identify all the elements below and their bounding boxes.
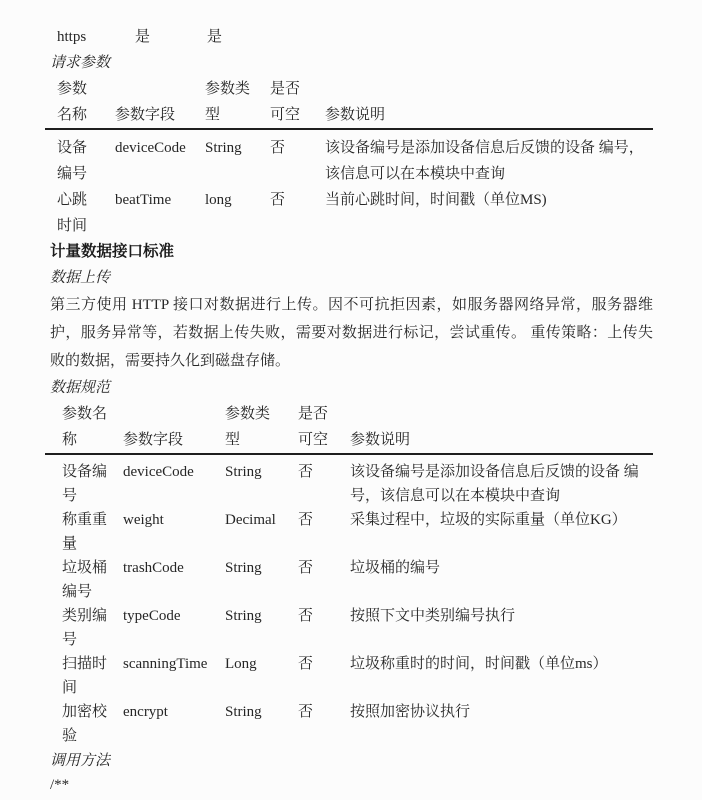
protocol-cell: https <box>57 29 87 45</box>
param-type-cell: String <box>225 608 262 624</box>
param-field-cell: trashCode <box>123 560 184 576</box>
param-field-cell: encrypt <box>123 704 168 720</box>
table-row <box>45 508 653 556</box>
param-type-cell: String <box>225 560 262 576</box>
protocol-yes-cell-1: 是 <box>135 29 151 45</box>
header-param-field: 参数字段 <box>123 401 225 454</box>
table-row <box>45 700 653 748</box>
header-param-field: 参数字段 <box>115 76 205 129</box>
table-row <box>45 604 653 652</box>
header-param-type: 参数类型 <box>225 401 298 454</box>
param-nullable-cell: 否 <box>270 192 286 208</box>
spec-table-header-row <box>45 401 653 454</box>
param-field-cell: typeCode <box>123 608 181 624</box>
header-param-nullable: 是否可空 <box>270 76 325 129</box>
param-desc-cell: 垃圾桶的编号 <box>350 560 441 576</box>
param-name-cell: 设备编号 <box>62 464 108 504</box>
param-field-cell: deviceCode <box>123 464 194 480</box>
param-desc-cell: 垃圾称重时的时间，时间戳（单位ms） <box>350 656 608 672</box>
param-desc-cell: 按照下文中类别编号执行 <box>350 608 516 624</box>
param-nullable-cell: 否 <box>298 560 314 576</box>
header-param-nullable: 是否可空 <box>298 401 350 454</box>
param-nullable-cell: 否 <box>298 704 314 720</box>
param-field-cell: scanningTime <box>123 656 208 672</box>
data-spec-table <box>45 401 653 748</box>
request-table-header-row <box>45 76 653 129</box>
header-param-name: 参数名称 <box>45 401 123 454</box>
param-field-cell: beatTime <box>115 192 172 208</box>
protocol-yes-cell-2: 是 <box>207 29 223 45</box>
param-name-cell: 加密校验 <box>62 704 108 744</box>
param-type-cell: long <box>205 192 232 208</box>
param-nullable-cell: 否 <box>298 464 314 480</box>
param-name-cell: 称重重量 <box>62 512 108 552</box>
table-row <box>45 556 653 604</box>
param-desc-cell: 该设备编号是添加设备信息后反馈的设备 编号，该信息可以在本模块中查询 <box>350 464 639 504</box>
param-name-cell: 扫描时间 <box>62 656 108 696</box>
param-name-cell: 类别编号 <box>62 608 108 648</box>
param-type-cell: String <box>205 140 242 156</box>
param-desc-cell: 按照加密协议执行 <box>350 704 471 720</box>
table-row <box>45 454 653 508</box>
param-nullable-cell: 否 <box>298 512 314 528</box>
param-desc-cell: 该设备编号是添加设备信息后反馈的设备 编号，该信息可以在本模块中查询 <box>325 140 644 182</box>
protocol-table-row <box>45 24 653 50</box>
param-name-cell: 垃圾桶编号 <box>62 560 108 600</box>
request-params-table <box>45 76 653 239</box>
header-param-type: 参数类型 <box>205 76 270 129</box>
request-params-heading: 请求参数 <box>50 55 111 71</box>
data-upload-heading: 数据上传 <box>50 270 111 286</box>
metering-section-title: 计量数据接口标准 <box>50 243 175 260</box>
invoke-method-heading: 调用方法 <box>50 753 111 769</box>
code-comment-open: /** <box>50 777 70 793</box>
table-row <box>45 187 653 239</box>
table-row <box>45 652 653 700</box>
header-param-desc: 参数说明 <box>350 401 653 454</box>
header-param-name: 参数名称 <box>45 76 115 129</box>
param-field-cell: deviceCode <box>115 140 186 156</box>
param-field-cell: weight <box>123 512 164 528</box>
data-spec-heading: 数据规范 <box>50 380 111 396</box>
param-type-cell: Long <box>225 656 257 672</box>
param-name-cell: 设备编号 <box>57 140 88 182</box>
param-type-cell: String <box>225 464 262 480</box>
param-type-cell: Decimal <box>225 512 276 528</box>
param-nullable-cell: 否 <box>298 608 314 624</box>
header-param-desc: 参数说明 <box>325 76 653 129</box>
data-upload-paragraph: 第三方使用 HTTP 接口对数据进行上传。因不可抗拒因素，如服务器网络异常，服务器维护，服务异常等，若数据上传失败，需要对数据进行标记，尝试重传。 重传策略：上传失败的数据，需要持久化到磁盘存储。 <box>50 297 653 369</box>
table-row <box>45 129 653 187</box>
param-desc-cell: 当前心跳时间，时间戳（单位MS) <box>325 192 547 208</box>
param-nullable-cell: 否 <box>270 140 286 156</box>
param-type-cell: String <box>225 704 262 720</box>
param-nullable-cell: 否 <box>298 656 314 672</box>
param-desc-cell: 采集过程中，垃圾的实际重量（单位KG） <box>350 512 627 528</box>
param-name-cell: 心跳时间 <box>57 192 88 234</box>
